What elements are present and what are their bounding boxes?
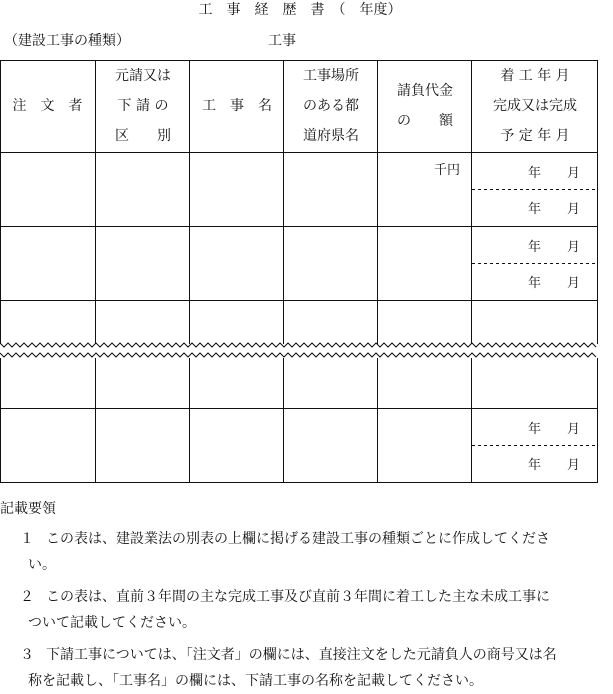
header-period-line: 予 定 年 月 bbox=[500, 128, 570, 144]
year-month-label: 年 月 bbox=[528, 166, 581, 181]
note-text: 称を記載し、「工事名」の欄には、下請工事の名称を記載してください。 bbox=[28, 673, 483, 689]
construction-category-suffix: 工事 bbox=[268, 33, 296, 49]
header-location-line: 道府県名 bbox=[303, 128, 359, 144]
year-month-label: 年 月 bbox=[528, 276, 581, 291]
amount-unit-label: 千円 bbox=[434, 163, 461, 178]
year-month-label: 年 月 bbox=[528, 240, 581, 255]
header-location-line: のある都 bbox=[303, 98, 359, 114]
header-work-name: 工 事 名 bbox=[202, 98, 272, 114]
note-number: １ bbox=[20, 531, 34, 547]
construction-category-label: （建設工事の種類） bbox=[4, 33, 130, 49]
header-client: 注 文 者 bbox=[12, 98, 83, 114]
header-location-line: 工事場所 bbox=[303, 68, 359, 84]
header-period-line: 完成又は完成 bbox=[493, 98, 577, 114]
note-text: 下請工事については、「注文者」の欄には、直接注文をした元請負人の商号又は名 bbox=[46, 647, 557, 663]
page-title: 工 事 経 歴 書 （ 年度） bbox=[198, 2, 402, 18]
header-contract-type-line: 下 請 の bbox=[117, 98, 169, 114]
note-text: ついて記載してください。 bbox=[28, 615, 196, 631]
note-text: い。 bbox=[28, 557, 56, 573]
header-contract-type-line: 元請又は bbox=[115, 68, 171, 84]
note-text: この表は、直前３年間の主な完成工事及び直前３年間に着工した主な未成工事に bbox=[46, 589, 550, 605]
note-number: ３ bbox=[20, 647, 34, 663]
year-month-label: 年 月 bbox=[528, 458, 581, 473]
header-period-line: 着 工 年 月 bbox=[500, 68, 570, 84]
table-break-wave bbox=[0, 343, 596, 357]
year-month-label: 年 月 bbox=[528, 202, 581, 217]
header-amount-line: の 額 bbox=[397, 113, 453, 129]
header-contract-type-line: 区 別 bbox=[115, 128, 171, 144]
note-number: ２ bbox=[20, 589, 34, 605]
note-text: この表は、建設業法の別表の上欄に掲げる建設工事の種類ごとに作成してくださ bbox=[46, 531, 550, 547]
header-amount-line: 請負代金 bbox=[397, 83, 453, 99]
notes-heading: 記載要領 bbox=[0, 501, 56, 517]
year-month-label: 年 月 bbox=[528, 422, 581, 437]
